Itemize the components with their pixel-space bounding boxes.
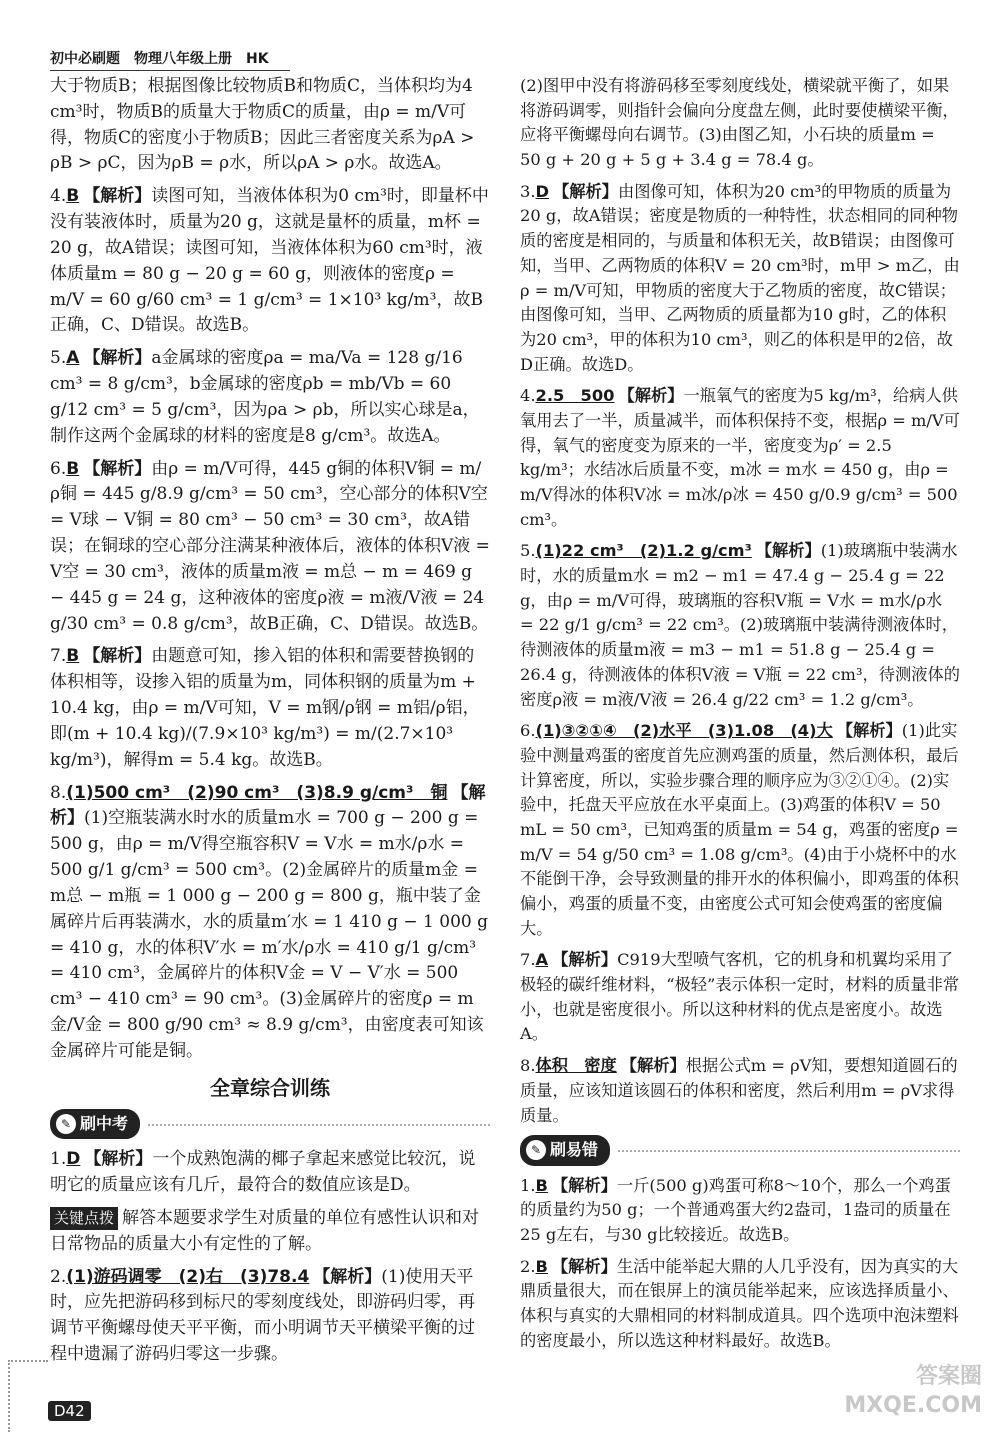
- key-tip-label: 关键点拨: [50, 1207, 118, 1230]
- question-number: 8.: [50, 782, 67, 803]
- analysis-tag: 【解析】: [83, 646, 152, 667]
- analysis-tag: 【解析】: [313, 1266, 382, 1287]
- answer-item: [520, 948, 960, 1047]
- answer-key: B: [66, 186, 80, 207]
- answer-key: B: [66, 458, 80, 479]
- analysis-tag: 【解析】: [755, 541, 821, 561]
- answer-key: (1)500 cm³ (2)90 cm³ (3)8.9 g/cm³ 铜: [66, 782, 448, 803]
- analysis-tag: 【解析】: [551, 1175, 617, 1195]
- analysis-text: (1)此实验中测量鸡蛋的密度首先应测鸡蛋的质量，然后测体积，最后计算密度，所以，实验步骤合理的顺序应为③②①④。(2)实验中，托盘天平应放在水平桌面上。(3)鸡蛋的体积V = 50 mL = 50 cm³，已知鸡蛋的质量m = 54 g，鸡蛋的密度ρ = m/V = 54 g/50 cm³ = 1.08 g/cm³。(4)由于小烧杯中的水不能倒干净，会导致测量的排开水的体积偏小，即鸡蛋的体积偏小，鸡蛋的质量不变，由密度公式可知会使鸡蛋的密度偏大。: [520, 721, 959, 938]
- answer-item: [520, 1255, 960, 1354]
- answer-key: 2.5 500: [535, 386, 615, 406]
- question-number: 1.: [50, 1149, 67, 1170]
- question-number: 4.: [50, 186, 67, 207]
- analysis-tag: 【解析】: [83, 348, 152, 369]
- analysis-text: 根据公式m = ρV知，要想知道圆石的质量，应该知道该圆石的体积和密度，然后利用m = ρV求得质量。: [520, 1056, 958, 1125]
- analysis-text: 由图像可知，体积为20 cm³的甲物质的质量为20 g，故A错误；密度是物质的一种特性，状态相同的同种物质的密度是相同的，与质量和体积无关，故B错误；由图像可知，当甲、乙两物质的体积V = 20 cm³时，m甲 > m乙，由ρ = m/V可知，甲物质的密度大于乙物质的密度，故C错误；由图像可知，当甲、乙两物质的质量都为10 g时，乙的体积为20 cm³，甲的体积为10 cm³，则乙的体积是甲的2倍，故D正确。故选D。: [520, 181, 960, 374]
- analysis-tag: 【解析】: [83, 458, 152, 479]
- right-column: [520, 74, 960, 1360]
- answer-key: B: [535, 1256, 548, 1276]
- answer-key: D: [66, 1149, 81, 1170]
- question-number: 3.: [520, 181, 536, 201]
- answer-key: (1)游码调零 (2)右 (3)78.4: [66, 1266, 310, 1287]
- dotted-divider: [618, 1149, 960, 1152]
- answer-item: [50, 457, 490, 638]
- answer-item: [520, 1174, 960, 1248]
- badge-label: 刷易错: [550, 1140, 599, 1160]
- answer-key: D: [535, 181, 550, 201]
- section-badge: [520, 1135, 610, 1165]
- question-number: 7.: [520, 950, 536, 970]
- answer-key: B: [535, 1175, 548, 1195]
- dotted-divider: [148, 1123, 490, 1126]
- answer-key: (1)③②①④ (2)水平 (3)1.08 (4)大: [535, 721, 833, 741]
- answer-item: [520, 180, 960, 378]
- section-badge-row: [520, 1135, 960, 1165]
- analysis-text: 由ρ = m/V可得，445 g铜的体积V铜 = m/ρ铜 = 445 g/8.9 g/cm³ = 50 cm³，空心部分的体积V空 = V球 − V铜 = 80 cm³ − 50 cm³ = 30 cm³，故A错误；在铜球的空心部分注满某种液体后，液体的体积V液 = V空 = 30 cm³，液体的质量m液 = m总 − m = 469 g − 445 g = 24 g，这种液体的密度ρ液 = m液/V液 = 24 g/30 cm³ = 0.8 g/cm³，故B正确，C、D错误。故选B。: [50, 458, 490, 634]
- page-header: 初中必刷题 物理八年级上册 HK: [50, 48, 290, 71]
- key-tip-text: 解答本题要求学生对质量的单位有感性认识和对日常物品的质量大小有定性的了解。: [50, 1208, 480, 1254]
- left-column: [50, 74, 490, 1375]
- page-number: D42: [48, 1401, 91, 1421]
- question-number: 1.: [520, 1175, 536, 1195]
- answer-key: B: [66, 646, 80, 667]
- answer-item: [50, 1265, 490, 1368]
- analysis-tag: 【解析】: [84, 1149, 153, 1170]
- analysis-tag: 【解析】: [618, 386, 684, 406]
- analysis-text: (1)玻璃瓶中装满水时，水的质量m水 = m2 − m1 = 47.4 g − 25.4 g = 22 g，由ρ = m/V可得，玻璃瓶的容积V瓶 = V水 = m水/ρ水 = 22 g/1 g/cm³ = 22 cm³。(2)玻璃瓶中装满待测液体时，待测液体的质量m液 = m3 − m1 = 51.8 g − 25.4 g = 26.4 g，待测液体的体积V液 = V瓶 = 22 cm³，待测液体的密度ρ液 = m液/V液 = 26.4 g/22 cm³ = 1.2 g/cm³。: [520, 541, 960, 709]
- analysis-tag: 【解析】: [553, 181, 619, 201]
- analysis-text: 读图可知，当液体体积为0 cm³时，即量杯中没有装液体时，质量为20 g，这就是量杯的质量，m杯 = 20 g，故A错误；读图可知，当液体体积为60 cm³时，液体质量m = 80 g − 20 g = 60 g，则液体的密度ρ = m/V = 60 g/60 cm³ = 1 g/cm³ = 1×10³ kg/m³，故B正确，C、D错误。故选B。: [50, 186, 489, 336]
- question-number: 4.: [520, 386, 536, 406]
- answer-item: [50, 781, 490, 1065]
- analysis-tag: 【解析】: [551, 1256, 617, 1276]
- answer-item: [520, 1054, 960, 1128]
- analysis-text: C919大型喷气客机，它的机身和机翼均采用了极轻的碳纤维材料，“极轻”表示体积一定时，材料的质量非常小，也就是密度很小。所以这种材料的优点是密度小。故选A。: [520, 950, 960, 1044]
- question-number: 2.: [520, 1256, 536, 1276]
- paragraph: 大于物质B；根据图像比较物质B和物质C，当体积均为4 cm³时，物质B的质量大于物质C的质量，由ρ = m/V可得，物质C的密度小于物质B；因此三者密度关系为ρA > ρB > ρC，因为ρB = ρ水，所以ρA > ρ水。故选A。: [50, 76, 475, 174]
- answer-item: [50, 184, 490, 339]
- question-number: 8.: [520, 1056, 536, 1076]
- question-number: 7.: [50, 646, 67, 667]
- answer-item: [520, 539, 960, 712]
- analysis-text: 一瓶氧气的密度为5 kg/m³，给病人供氧用去了一半，质量减半，而体积保持不变，根据ρ = m/V可得，氧气的密度变为原来的一半，密度变为ρ′ = 2.5 kg/m³；水结冰后质量不变，m冰 = m水 = 450 g，由ρ = m/V得冰的体积V冰 = m冰/ρ冰 = 450 g/0.9 g/cm³ = 500 cm³。: [520, 386, 960, 529]
- answer-item: [50, 644, 490, 773]
- analysis-text: 由题意可知，掺入铝的体积和需要替换钢的体积相等，设掺入铝的质量为m，同体积钢的质量为m + 10.4 kg，由ρ = m/V可知，V = m钢/ρ钢 = m铝/ρ铝，即(m + 10.4 kg)/(7.9×10³ kg/m³) = m/(2.7×10³ kg/m³)，解得m = 5.4 kg。故选B。: [50, 646, 480, 770]
- analysis-tag: 【解析】: [50, 782, 486, 829]
- answer-item: [50, 346, 490, 449]
- analysis-text: (1)使用天平时，应先把游码移到标尺的零刻度线处，即游码归零，再调节平衡螺母使天平平衡，而小明调节天平横梁平衡的过程中遗漏了游码归零这一步骤。: [50, 1266, 475, 1365]
- badge-icon: ✎: [526, 1140, 546, 1160]
- answer-key: A: [535, 950, 549, 970]
- analysis-text: 一斤(500 g)鸡蛋可称8～10个，那么一个鸡蛋的质量约为50 g；一个普通鸡蛋大约2盎司，1盎司的质量在25 g左右，与30 g比较接近。故选B。: [520, 1175, 951, 1244]
- answer-key: A: [66, 348, 80, 369]
- analysis-tag: 【解析】: [83, 186, 152, 207]
- analysis-tag: 【解析】: [620, 1056, 686, 1076]
- answer-key: 体积 密度: [535, 1056, 617, 1076]
- analysis-tag: 【解析】: [836, 721, 902, 741]
- analysis-text: 生活中能举起大鼎的人几乎没有，因为真实的大鼎质量很大，而在银屏上的演员能举起来，应该选择质量小、体积与真实的大鼎相同的材料制成道具。四个选项中泡沫塑料的密度最小，所以选这种材料最好。故选B。: [520, 1256, 959, 1350]
- question-number: 6.: [50, 458, 67, 479]
- question-number: 5.: [520, 541, 536, 561]
- corner-decoration: [8, 1360, 48, 1432]
- analysis-text: 一个成熟饱满的椰子拿起来感觉比较沉，说明它的质量应该有几斤，最符合的数值应该是D。: [50, 1149, 476, 1196]
- analysis-tag: 【解析】: [552, 950, 618, 970]
- analysis-text: (1)空瓶装满水时水的质量m水 = 700 g − 200 g = 500 g，由ρ = m/V得空瓶容积V = V水 = m水/ρ水 = 500 g/1 g/cm³ = 500 cm³。(2)金属碎片的质量m金 = m总 − m瓶 = 1 000 g − 200 g = 800 g，瓶中装了金属碎片后再装满水，水的质量m′水 = 1 410 g − 1 000 g = 410 g，水的体积V′水 = m′水/ρ水 = 410 g/1 g/cm³ = 410 cm³，金属碎片的体积V金 = V − V′水 = 500 cm³ − 410 cm³ = 90 cm³。(3)金属碎片的密度ρ = m金/V金 = 800 g/90 cm³ ≈ 8.9 g/cm³，由密度表可知该金属碎片可能是铜。: [50, 808, 488, 1061]
- analysis-text: a金属球的密度ρa = ma/Va = 128 g/16 cm³ = 8 g/cm³，b金属球的密度ρb = mb/Vb = 60 g/12 cm³ = 5 g/cm³，因为ρa > ρb，所以实心球是a，制作这两个金属球的材料的密度是8 g/cm³。故选A。: [50, 348, 480, 446]
- paragraph: (2)图甲中没有将游码移至零刻度线处，横梁就平衡了，如果将游码调零，则指针会偏向分度盘左侧，此时要使横梁平衡，应将平衡螺母向右调节。(3)由图乙知，小石块的质量m = 50 g + 20 g + 5 g + 3.4 g = 78.4 g。: [520, 76, 959, 170]
- section-badge: [50, 1109, 140, 1139]
- question-number: 5.: [50, 348, 67, 369]
- section-title: 全章综合训练: [210, 1075, 330, 1100]
- question-number: 2.: [50, 1266, 67, 1287]
- answer-item: [50, 1147, 490, 1199]
- answer-item: [520, 384, 960, 532]
- badge-label: 刷中考: [80, 1114, 129, 1134]
- answer-item: [520, 719, 960, 941]
- section-badge-row: [50, 1109, 490, 1139]
- question-number: 6.: [520, 721, 536, 741]
- watermark: 答案圈 MXQE.COM: [844, 1364, 982, 1418]
- badge-icon: ✎: [56, 1114, 76, 1134]
- key-tip: [50, 1206, 490, 1258]
- answer-key: (1)22 cm³ (2)1.2 g/cm³: [535, 541, 752, 561]
